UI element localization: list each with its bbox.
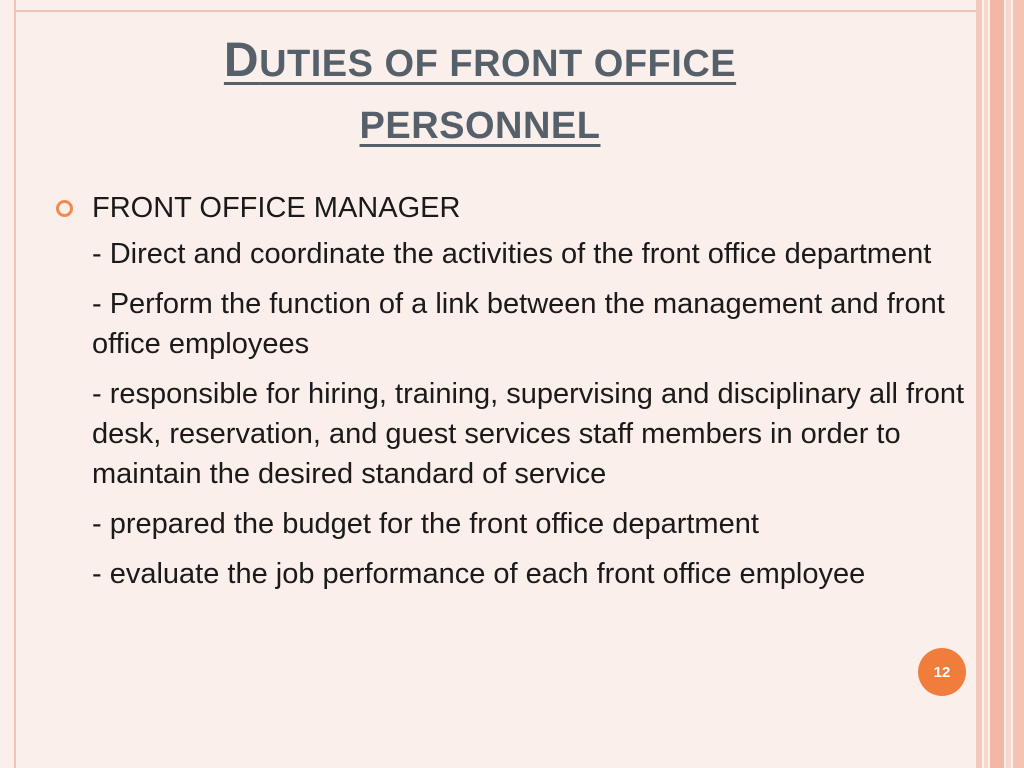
- duty-item: - Direct and coordinate the activities of the front office department: [92, 238, 932, 270]
- title-line-2: PERSONNEL: [359, 105, 601, 147]
- decorative-stripe: [984, 0, 988, 768]
- decorative-stripe: [990, 0, 1004, 768]
- frame-line-top: [14, 10, 976, 12]
- slide-title: [120, 30, 840, 157]
- title-line-1: [120, 30, 840, 95]
- duty-item: - Perform the function of a link between the management and front office employees: [92, 288, 945, 360]
- decorative-stripe: [1013, 0, 1024, 768]
- duty-item: - responsible for hiring, training, supervising and disciplinary all front desk, reservation, and guest services staff members in order to maintain the desired standard of service: [92, 378, 965, 490]
- bullet-item: [92, 188, 972, 228]
- title-line-1-rest: UTIES OF FRONT OFFICE: [259, 43, 737, 85]
- bullet-heading: FRONT OFFICE MANAGER: [92, 192, 461, 224]
- page-number-badge: 12: [918, 648, 966, 696]
- duty-item: - evaluate the job performance of each front office employee: [92, 558, 866, 590]
- title-initial: D: [223, 34, 260, 87]
- frame-line-left: [14, 0, 16, 768]
- decorative-stripe: [976, 0, 982, 768]
- duty-item: - prepared the budget for the front office department: [92, 508, 759, 540]
- slide-body: [92, 188, 972, 604]
- ring-bullet-icon: [56, 200, 73, 217]
- decorative-stripe: [1006, 0, 1011, 768]
